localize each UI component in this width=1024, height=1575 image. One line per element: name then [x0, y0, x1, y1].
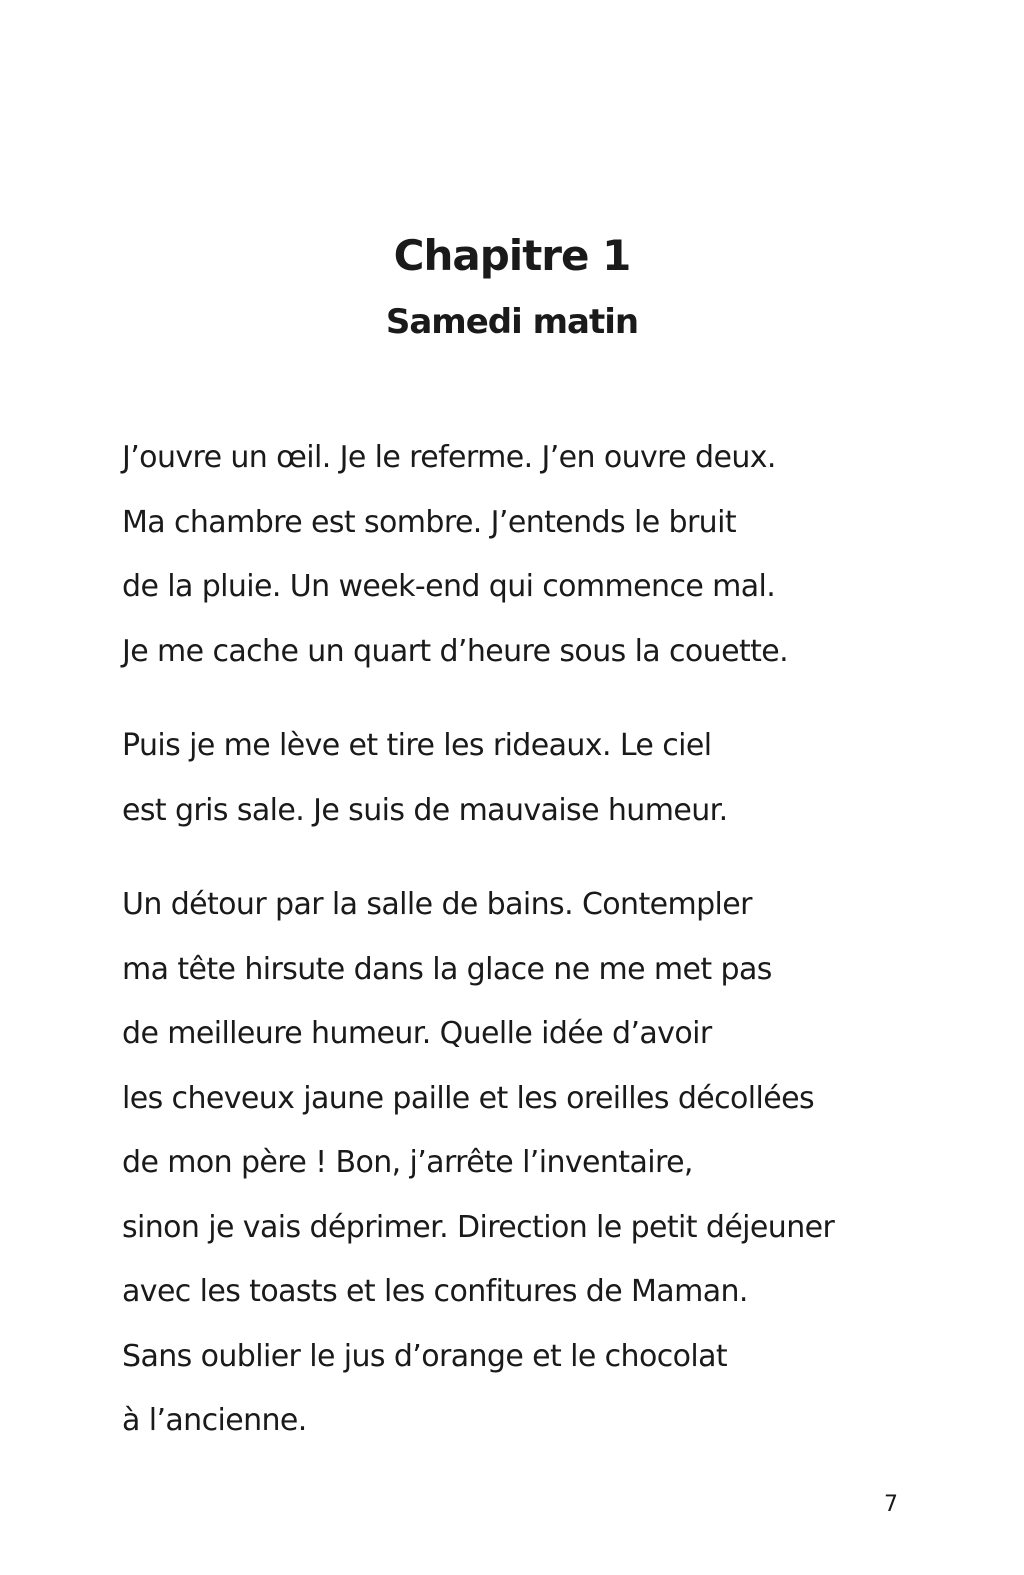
text-line: de la pluie. Un week-end qui commence mal.	[122, 569, 776, 604]
text-line: les cheveux jaune paille et les oreilles décollées	[122, 1080, 814, 1116]
chapter-title: Samedi matin	[385, 302, 639, 342]
text-line: Ma chambre est sombre. J’entends le bruit	[122, 504, 736, 540]
text-line: Un détour par la salle de bains. Contempler	[122, 887, 752, 922]
text-line: Puis je me lève et tire les rideaux. Le ciel	[122, 728, 712, 763]
text-line: avec les toasts et les confitures de Maman.	[122, 1274, 748, 1309]
text-line: Sans oublier le jus d’orange et le chocolat	[122, 1338, 728, 1374]
text-line: est gris sale. Je suis de mauvaise humeur.	[122, 792, 728, 828]
text-line: sinon je vais déprimer. Direction le petit déjeuner	[122, 1209, 835, 1245]
text-line: de mon père ! Bon, j’arrête l’inventaire,	[122, 1145, 693, 1180]
paragraph	[122, 426, 922, 684]
chapter-number: Chapitre 1	[393, 231, 631, 280]
text-line: ma tête hirsute dans la glace ne me met pas	[122, 951, 772, 987]
chapter-body	[122, 426, 922, 1484]
paragraph	[122, 714, 922, 843]
text-line: de meilleure humeur. Quelle idée d’avoir	[122, 1016, 712, 1051]
text-line: J’ouvre un œil. Je le referme. J’en ouvre deux.	[122, 440, 776, 475]
text-line: à l’ancienne.	[122, 1403, 307, 1438]
paragraph	[122, 873, 922, 1454]
page-number: 7	[884, 1492, 898, 1517]
text-line: Je me cache un quart d’heure sous la couette.	[122, 633, 789, 669]
